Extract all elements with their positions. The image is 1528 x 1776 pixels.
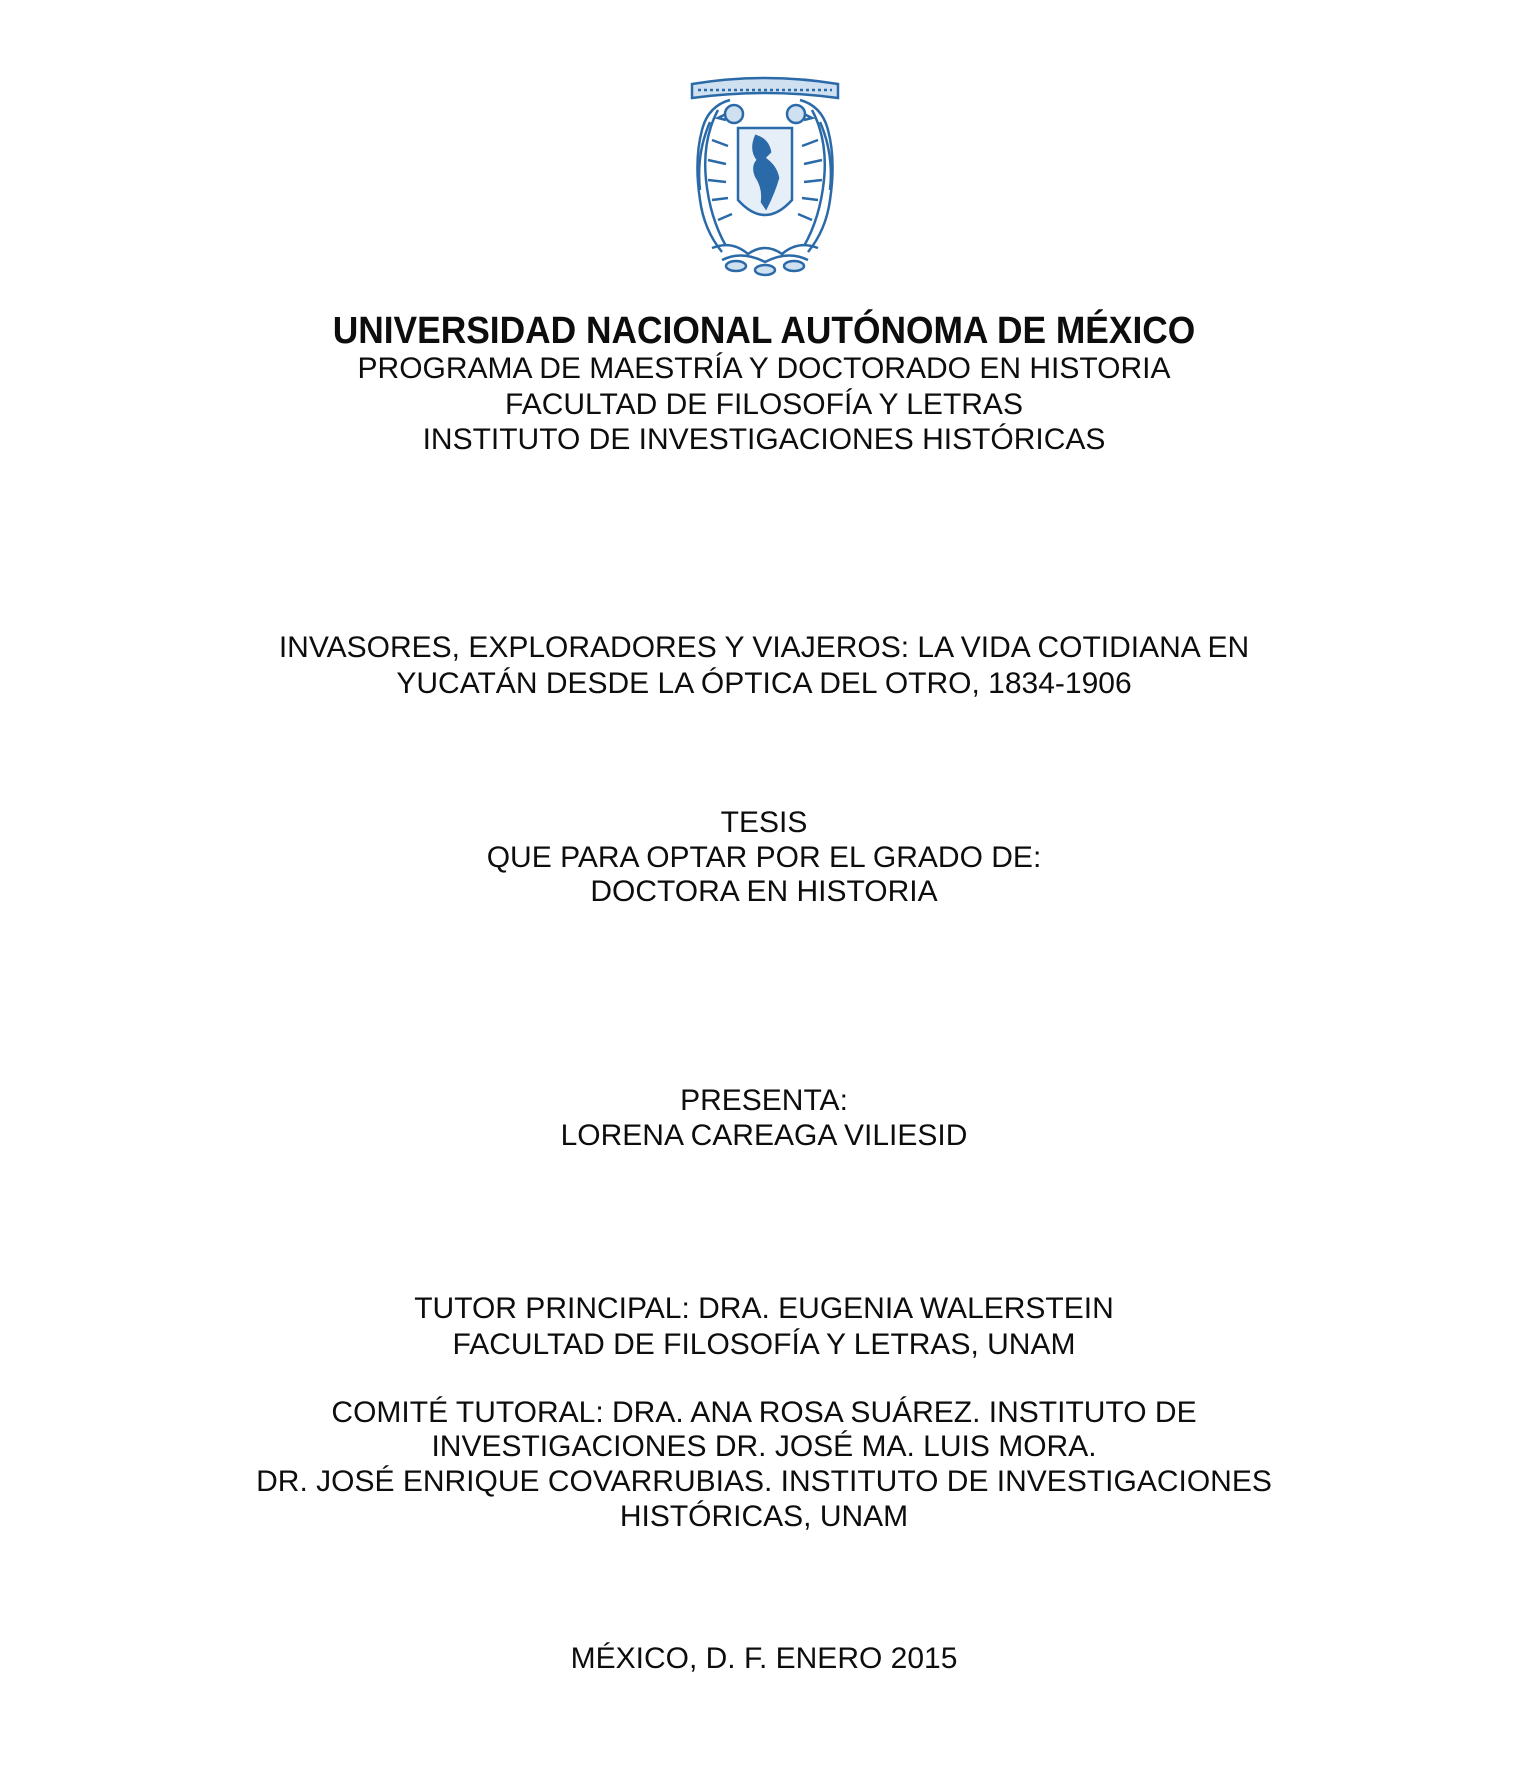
- university-name: UNIVERSIDAD NACIONAL AUTÓNOMA DE MÉXICO: [332, 310, 1196, 352]
- thesis-label: TESIS: [720, 806, 808, 839]
- presenter-label: PRESENTA:: [680, 1084, 848, 1117]
- thesis-title-line-2: YUCATÁN DESDE LA ÓPTICA DEL OTRO, 1834-1906: [396, 667, 1132, 700]
- committee-line-4: HISTÓRICAS, UNAM: [619, 1500, 909, 1533]
- author-name: LORENA CAREAGA VILIESID: [560, 1119, 968, 1152]
- committee-line-2: INVESTIGACIONES DR. JOSÉ MA. LUIS MORA.: [431, 1430, 1097, 1463]
- tutor-line-2: FACULTAD DE FILOSOFÍA Y LETRAS, UNAM: [452, 1328, 1076, 1361]
- degree-purpose: QUE PARA OPTAR POR EL GRADO DE:: [486, 841, 1042, 874]
- committee-line-3: DR. JOSÉ ENRIQUE COVARRUBIAS. INSTITUTO DE INVESTIGACIONES: [256, 1465, 1272, 1498]
- degree-name: DOCTORA EN HISTORIA: [590, 875, 938, 908]
- thesis-title-line-1: INVASORES, EXPLORADORES Y VIAJEROS: LA VIDA COTIDIANA EN: [278, 631, 1250, 664]
- unam-coat-of-arms-icon: [672, 70, 858, 278]
- place-and-date: MÉXICO, D. F. ENERO 2015: [570, 1642, 958, 1675]
- tutor-line-1: TUTOR PRINCIPAL: DRA. EUGENIA WALERSTEIN: [414, 1292, 1114, 1325]
- faculty-name: FACULTAD DE FILOSOFÍA Y LETRAS: [505, 388, 1023, 421]
- institute-name: INSTITUTO DE INVESTIGACIONES HISTÓRICAS: [422, 423, 1106, 456]
- program-name: PROGRAMA DE MAESTRÍA Y DOCTORADO EN HISTORIA: [357, 352, 1171, 385]
- committee-line-1: COMITÉ TUTORAL: DRA. ANA ROSA SUÁREZ. INSTITUTO DE: [331, 1396, 1197, 1429]
